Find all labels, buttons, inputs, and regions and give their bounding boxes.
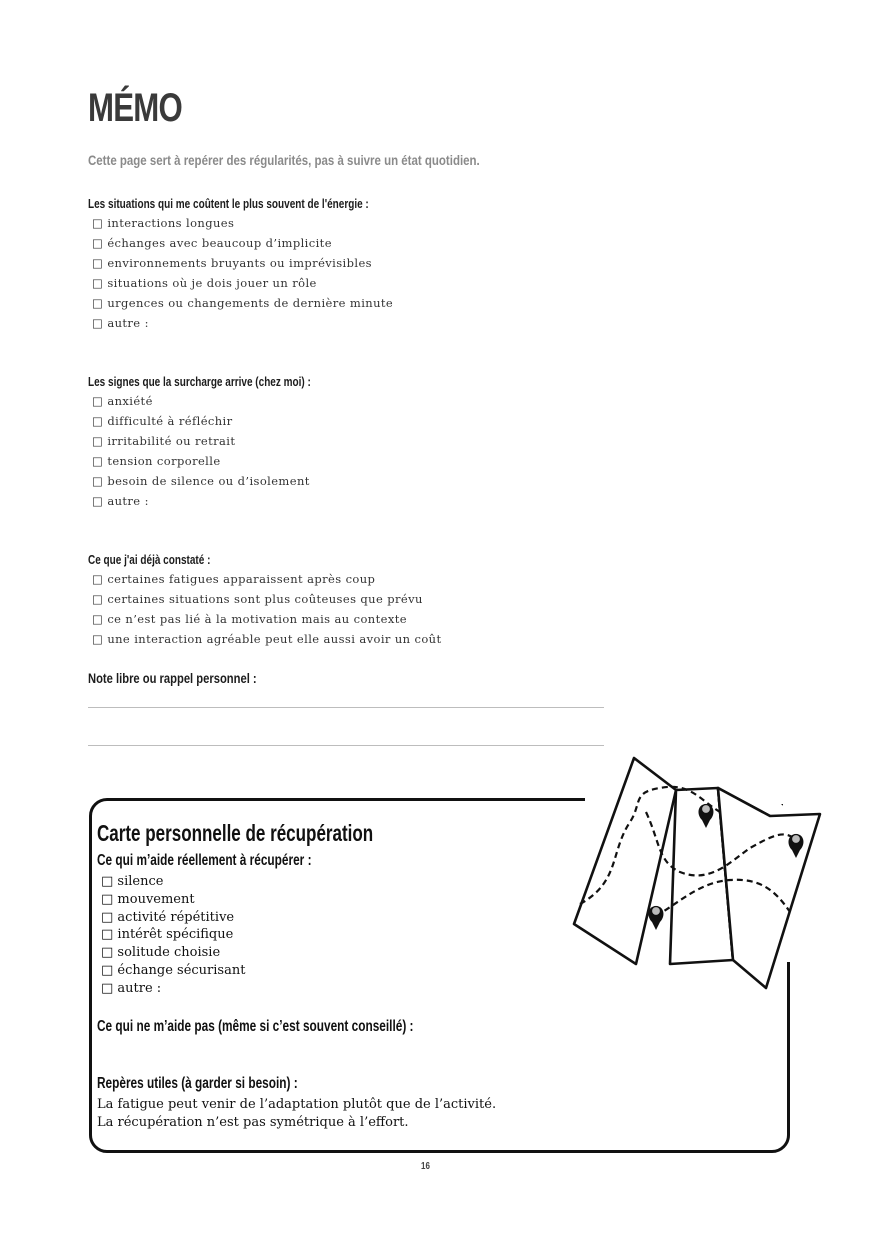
checklist-item[interactable]: □ échange sécurisant	[101, 962, 246, 978]
checklist-item[interactable]: □ anxiété	[92, 394, 153, 408]
checklist-item[interactable]: □ urgences ou changements de dernière minute	[92, 296, 394, 310]
checklist-item[interactable]: □ une interaction agréable peut elle aussi avoir un coût	[92, 632, 442, 646]
folded-map-icon	[570, 752, 826, 994]
checklist-item[interactable]: □ difficulté à réfléchir	[92, 414, 233, 428]
checklist-item[interactable]: □ silence	[101, 874, 164, 889]
card-helps-list	[101, 873, 245, 998]
energy-cost-list	[92, 213, 393, 333]
checklist-item[interactable]: □ environnements bruyants ou imprévisibles	[92, 256, 372, 270]
checklist-item[interactable]: □ situations où je dois jouer un rôle	[92, 276, 317, 290]
checklist-item[interactable]: □ certaines fatigues apparaissent après coup	[92, 572, 376, 586]
checklist-item[interactable]: □ irritabilité ou retrait	[92, 434, 236, 448]
checklist-item[interactable]: □ autre :	[92, 494, 149, 508]
note-label: Note libre ou rappel personnel :	[88, 670, 257, 686]
checklist-item[interactable]: □ ce n’est pas lié à la motivation mais au contexte	[92, 612, 407, 626]
checklist-item[interactable]: □ solitude choisie	[101, 945, 221, 961]
note-line-1[interactable]	[88, 707, 604, 708]
checklist-item[interactable]: □ intérêt spécifique	[101, 927, 234, 943]
note-line-2[interactable]	[88, 745, 604, 746]
card-not-help-heading: Ce qui ne m’aide pas (même si c’est souvent conseillé) :	[97, 1018, 414, 1035]
observations-list	[92, 569, 442, 649]
page-subtitle: Cette page sert à repérer des régularités, pas à suivre un état quotidien.	[88, 152, 480, 168]
card-title: Carte personnelle de récupération	[97, 820, 374, 846]
checklist-item[interactable]: □ besoin de silence ou d’isolement	[92, 474, 310, 488]
section-heading-overload-signs: Les signes que la surcharge arrive (chez moi) :	[88, 375, 311, 389]
checklist-item[interactable]: □ tension corporelle	[92, 454, 221, 468]
page-title: MÉMO	[88, 86, 182, 130]
overload-signs-list	[92, 391, 310, 511]
section-heading-energy-cost: Les situations qui me coûtent le plus souvent de l'énergie :	[88, 197, 369, 211]
card-markers-heading: Repères utiles (à garder si besoin) :	[97, 1075, 298, 1092]
card-marker-line: La récupération n’est pas symétrique à l’effort.	[97, 1115, 409, 1130]
checklist-item[interactable]: □ autre :	[92, 316, 149, 330]
checklist-item[interactable]: □ certaines situations sont plus coûteuses que prévu	[92, 592, 423, 606]
checklist-item[interactable]: □ activité répétitive	[101, 909, 235, 925]
map-pin-icon	[649, 906, 664, 930]
checklist-item[interactable]: □ échanges avec beaucoup d’implicite	[92, 236, 332, 250]
card-marker-line: La fatigue peut venir de l’adaptation plutôt que de l’activité.	[97, 1097, 497, 1112]
card-helps-heading: Ce qui m’aide réellement à récupérer :	[97, 852, 312, 869]
section-heading-observations: Ce que j'ai déjà constaté :	[88, 553, 211, 567]
checklist-item[interactable]: □ autre :	[101, 980, 162, 996]
checklist-item[interactable]: □ mouvement	[101, 891, 195, 907]
page-number: 16	[421, 1161, 430, 1172]
checklist-item[interactable]: □ interactions longues	[92, 216, 235, 230]
